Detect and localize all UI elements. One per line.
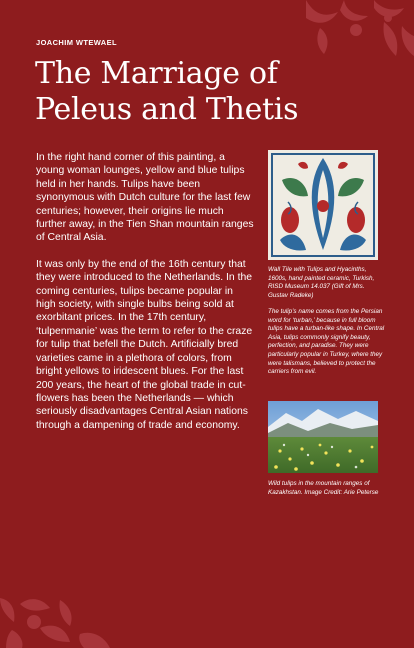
floral-ornament-bottom — [0, 578, 120, 648]
page-title — [35, 56, 375, 128]
landscape-caption: Wild tulips in the mountain ranges of Kazakhstan. Image Credit: Arie Peterse — [268, 480, 379, 496]
body-paragraph-2: It was only by the end of the 16th century that they were introduced to the Netherlands. In the coming centuries, tulips became popular in high society, with single bulbs being sold at exorbitant prices. In the 17th century, ‘tulpenmanie’ was the term to refer to the craze for tulip that befell the Dutch. Artificially bred varieties came in a plethora of colors, from bright yellows to iridescent blues. For the last 200 years, the heart of the global trade in cut-flowers has been the Netherlands — which seriously disadvantages Central Asian nations through a dampening of trade and economy. — [36, 258, 253, 431]
title-line-2: Peleus and Thetis — [35, 92, 299, 127]
landscape-illustration — [268, 401, 378, 473]
body-paragraph-1: In the right hand corner of this painting, a young woman lounges, yellow and blue tulips held in her hands. Tulips have been synonymous with Dutch culture for the last few centuries; however, their origins lie much further away, in the Tien Shan mountain ranges of Central Asia. — [36, 152, 254, 244]
tulip-name-caption: The tulip’s name comes from the Persian word for ‘turban,’ because in full bloom tulips have a turban-like shape. In Central Asia, tulips commonly signify beauty, perfection, and paradise. They were particularly popular in Turkey, where they were talismans, believed to protect the carriers from evil. — [268, 308, 385, 376]
tile-image — [268, 150, 378, 260]
article-body — [36, 151, 254, 445]
tile-caption: Wall Tile with Tulips and Hyacinths, 1600s, hand painted ceramic, Turkish, RISD Museum 14.037 (Gift of Mrs. Gustav Radeke) — [268, 266, 375, 299]
mountain-tulips-photo — [268, 401, 378, 473]
tile-illustration — [268, 150, 378, 260]
floral-ornament-top — [284, 0, 414, 58]
author-name: JOACHIM WTEWAEL — [36, 38, 117, 47]
title-line-1: The Marriage of — [35, 56, 278, 91]
